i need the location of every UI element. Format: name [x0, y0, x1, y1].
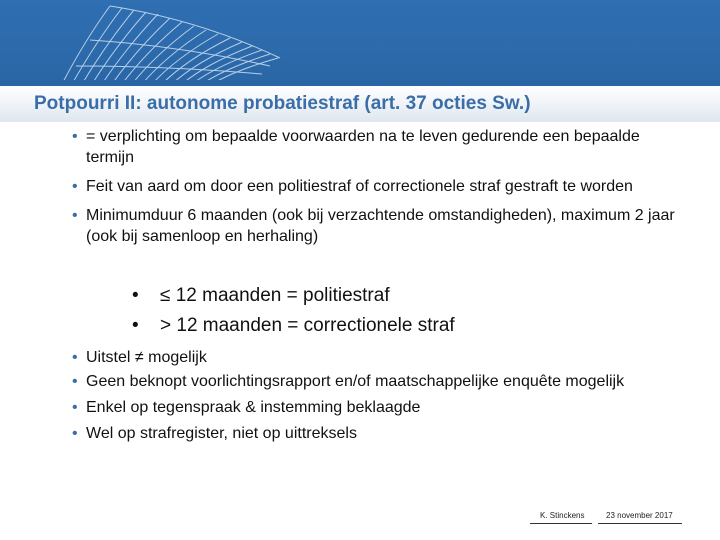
bullet-dot-icon: •	[72, 207, 78, 224]
sub-bullet-text: ≤ 12 maanden = politiestraf	[160, 285, 390, 306]
bullet-text: Geen beknopt voorlichtingsrapport en/of maatschappelijke enquête mogelijk	[86, 373, 625, 390]
bullet-text: Uitstel ≠ mogelijk	[86, 349, 207, 366]
sub-bullet-item	[132, 314, 572, 338]
bullet-list-top	[72, 126, 692, 255]
bullet-item	[72, 205, 692, 247]
footer-divider	[598, 523, 682, 524]
header-banner	[0, 0, 720, 86]
bullet-dot-icon: •	[72, 178, 78, 195]
sub-bullet-text: > 12 maanden = correctionele straf	[160, 315, 455, 336]
bullet-text: Feit van aard om door een politiestraf of correctionele straf gestraft te worden	[86, 178, 633, 195]
footer-date: 23 november 2017	[606, 511, 673, 520]
bullet-text: Enkel op tegenspraak & instemming beklaagde	[86, 399, 421, 416]
bullet-text: Minimumduur 6 maanden (ook bij verzachtende omstandigheden), maximum 2 jaar (ook bij samenloop en herhaling)	[86, 207, 675, 245]
bullet-item	[72, 347, 692, 368]
building-graphic-icon	[0, 0, 720, 86]
footer-divider	[530, 523, 592, 524]
footer-author: K. Stinckens	[540, 511, 585, 520]
sub-bullet-item	[132, 284, 572, 308]
bullet-text: Wel op strafregister, niet op uittreksels	[86, 425, 357, 442]
bullet-dot-icon: •	[132, 315, 139, 336]
bullet-dot-icon: •	[72, 373, 78, 390]
bullet-dot-icon: •	[132, 285, 139, 306]
bullet-text: = verplichting om bepaalde voorwaarden na te leven gedurende een bepaalde termijn	[86, 128, 640, 166]
bullet-list-bottom	[72, 347, 692, 452]
bullet-dot-icon: •	[72, 399, 78, 416]
bullet-item	[72, 397, 692, 418]
bullet-item	[72, 126, 692, 168]
sub-bullet-list	[132, 284, 572, 344]
bullet-dot-icon: •	[72, 349, 78, 366]
bullet-item	[72, 176, 692, 197]
bullet-dot-icon: •	[72, 425, 78, 442]
bullet-dot-icon: •	[72, 128, 78, 145]
slide-title: Potpourri II: autonome probatiestraf (art. 37 octies Sw.)	[34, 93, 531, 114]
bullet-item	[72, 423, 692, 444]
bullet-item	[72, 371, 692, 392]
